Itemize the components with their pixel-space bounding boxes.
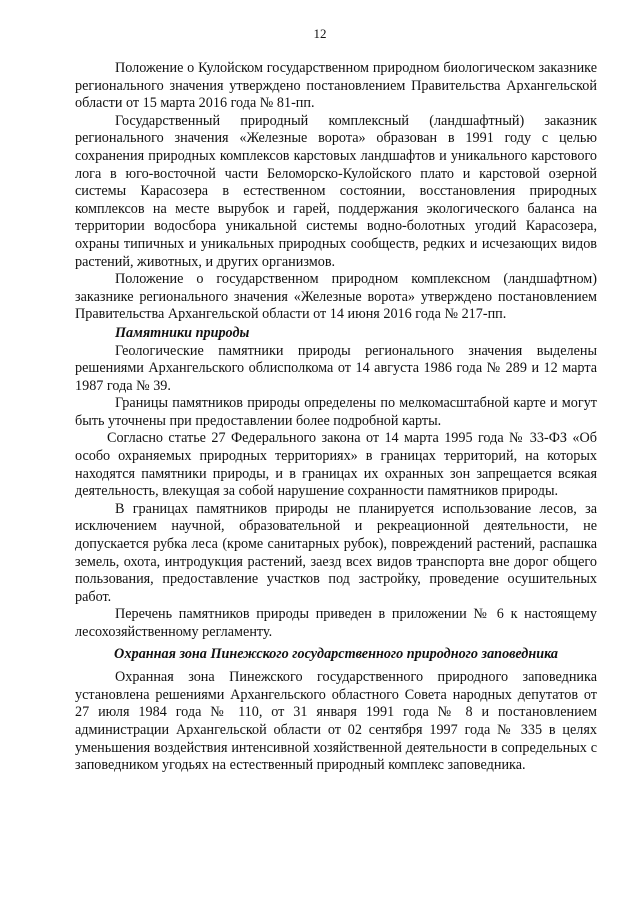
paragraph-kuloy-regulation: Положение о Кулойском государственном природном биологическом заказнике регионального значения утверждено постановлением Правительства Архангельской области от 15 марта 2016 года № 81-пп. [75,60,597,112]
paragraph-federal-law: Согласно статье 27 Федерального закона от 14 марта 1995 года № 33-ФЗ «Об особо охраняемых природных территориях» в границах территорий, на которых находятся памятники природы, и в границах их охранных зон запрещается всякая деятельность, влекущая за собой нарушение сохранности памятников природы. [75,430,597,500]
page-number: 12 [313,26,327,41]
paragraph-geological-monuments: Геологические памятники природы регионального значения выделены решениями Архангельского облисполкома от 14 августа 1986 года № 289 и 12 марта 1987 года № 39. [75,342,597,394]
document-body [75,60,597,775]
paragraph-zheleznye-vorota-reserve: Государственный природный комплексный (ландшафтный) заказник регионального значения «Железные ворота» образован в 1991 году с целью сохранения природных комплексов карстовых ландшафтов и уникального карстового лога в юго-восточной части Беломорско-Кулойского плато и карстовой озерной системы Карасозера в естественном состоянии, восстановления природных комплексов на месте вырубок и гарей, поддержания экологического баланса на территории водосбора уникальной системы водно-болотных угодий Карасозера, охраны типичных и уникальных природных сообществ, редких и исчезающих видов растений, животных, и других организмов. [75,112,597,270]
paragraph-monument-list: Перечень памятников природы приведен в приложении № 6 к настоящему лесохозяйственному регламенту. [75,606,597,640]
paragraph-pinega-buffer-zone: Охранная зона Пинежского государственного природного заповедника установлена решениями Архангельского областного Совета народных депутатов от 27 июля 1984 года № 110, от 31 января 1991 года № 8 и постановлением администрации Архангельской области от 02 сентября 1997 года № 335 в целях уменьшения воздействия интенсивной хозяйственной деятельности в сопредельных с заповедником угодьях на естественный природный комплекс заповедника. [75,669,597,774]
paragraph-monument-boundaries: Границы памятников природы определены по мелкомасштабной карте и могут быть уточнены при предоставлении более подробной карты. [75,395,597,429]
section-heading-nature-monuments: Памятники природы [115,324,250,341]
paragraph-forest-use-restrictions: В границах памятников природы не планируется использование лесов, за исключением научной, образовательной и рекреационной деятельности, не допускается рубка леса (кроме санитарных рубок), повреждений растений, распашка земель, охота, интродукция растений, заезд всех видов транспорта вне дорог общего пользования, предоставление участков под застройку, проведение осушительных работ. [75,500,597,605]
section-heading-pinega-buffer-zone: Охранная зона Пинежского государственного природного заповедника [113,645,559,662]
paragraph-zheleznye-vorota-regulation: Положение о государственном природном комплексном (ландшафтном) заказнике регионального значения «Железные ворота» утверждено постановлением Правительства Архангельской области от 14 июня 2016 года № 217-пп. [75,271,597,323]
